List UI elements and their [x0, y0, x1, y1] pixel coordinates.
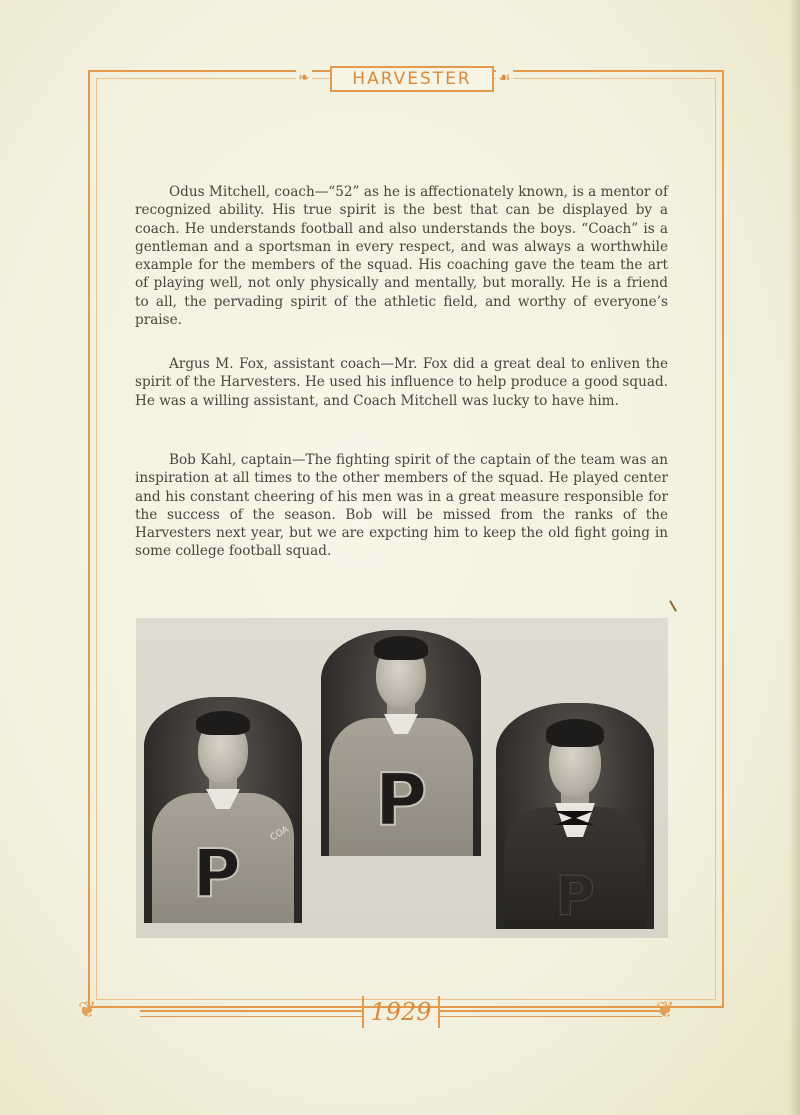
paragraph-argus-fox: Argus M. Fox, assistant coach—Mr. Fox did a great deal to enliven the spirit of the Harvesters. He used his influence to help produce a good squad. He was a willing assistant, and Coach Mitchell was lucky to have him.	[135, 356, 668, 409]
scroll-ornament-left-icon: ❧	[298, 70, 310, 86]
hair	[374, 636, 428, 660]
sweater-letter: P	[192, 835, 241, 912]
portrait-coach-photo	[144, 697, 302, 923]
sweater-letter: P	[374, 758, 428, 842]
sweater-letter: P	[555, 865, 595, 928]
paragraph-bob-kahl: Bob Kahl, captain—The fighting spirit of the captain of the team was an inspiration at all times to the other members of the squad. He played center and his constant cheering of his men was in a great measure responsible for the success of the season. Bob will be missed from the ranks of the Harvesters next year, but we are expcting him to keep the old fight going in some college football squad.	[135, 452, 668, 560]
scroll-ornament-right-icon: ❦	[656, 998, 675, 1023]
page-edge-shadow	[788, 0, 800, 1115]
portrait-captain-photo	[496, 703, 654, 929]
hair	[546, 719, 604, 747]
paragraph-odus-mitchell: Odus Mitchell, coach—“52” as he is affectionately known, is a mentor of recognized ability. His true spirit is the best that can be displayed by a coach. He understands football and also understands the boys. “Coach” is a gentleman and a sportsman in every respect, and was always a worthwhile example for the members of the squad. His coaching gave the team the art of playing well, not only physically and mentally, but morally. He is a friend to all, the pervading spirit of the athletic field, and worthy of everyone’s praise.	[135, 184, 668, 329]
page-header	[0, 58, 800, 98]
header-title-box	[330, 66, 494, 92]
scroll-ornament-left-icon: ❦	[78, 998, 97, 1023]
page-footer	[0, 996, 800, 1036]
header-title: HARVESTER	[352, 69, 472, 89]
hair	[196, 711, 250, 735]
footer-year: 1929	[362, 996, 440, 1028]
sleeve-lettering: COA	[268, 824, 291, 844]
scroll-ornament-right-icon: ☙	[498, 70, 511, 86]
footer-rule-left	[140, 1010, 362, 1017]
portrait-assistant-coach-photo	[321, 630, 481, 856]
footer-rule-right	[440, 1010, 662, 1017]
